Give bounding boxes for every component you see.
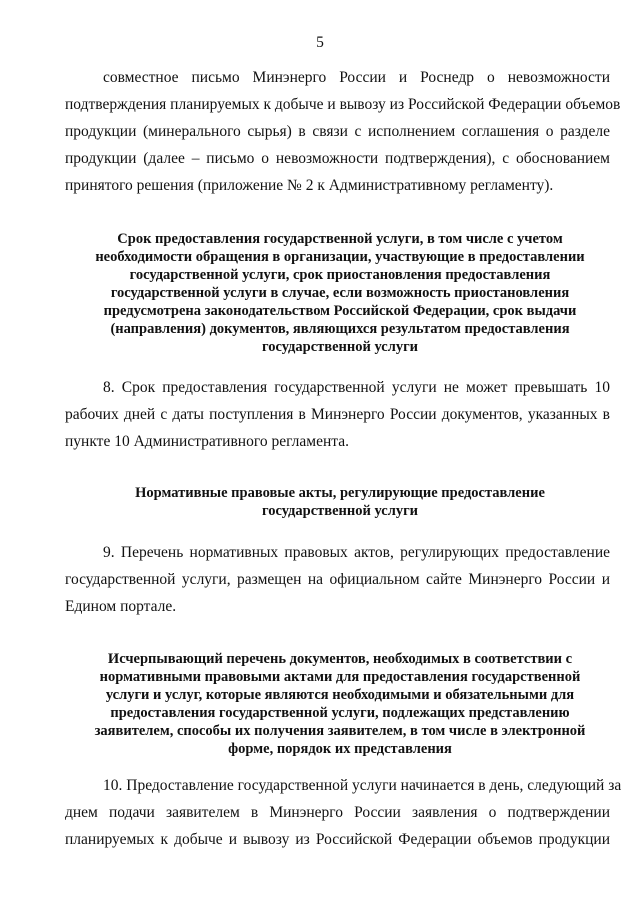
page-number: 5 (316, 34, 324, 51)
heading-term-line-2: необходимости обращения в организации, участвующие в предоставлении (95, 249, 585, 265)
para-8-line-1: 8. Срок предоставления государственной услуги не может превышать 10 (103, 379, 610, 396)
heading-term-line-4: государственной услуги в случае, если возможность приостановления (110, 285, 570, 301)
para-9-line-1: 9. Перечень нормативных правовых актов, регулирующих предоставление (103, 544, 610, 561)
heading-term-line-7: государственной услуги (261, 339, 419, 355)
heading-docs-line-1: Исчерпывающий перечень документов, необходимых в соответствии с (107, 651, 573, 667)
para-intro-line-4: продукции (далее – письмо о невозможности подтверждения), с обоснованием (65, 150, 610, 167)
heading-acts-line-2: государственной услуги (261, 503, 419, 519)
para-intro-line-2: подтверждения планируемых к добыче и вывозу из Российской Федерации объемов (65, 96, 621, 113)
para-8-line-2: рабочих дней с даты поступления в Минэнерго России документов, указанных в (65, 406, 610, 423)
para-intro-line-3: продукции (минерального сырья) в связи с исполнением соглашения о разделе (65, 123, 610, 140)
para-intro-line-5: принятого решения (приложение № 2 к Административному регламенту). (65, 177, 554, 194)
heading-docs-line-3: услуги и услуг, которые являются необходимыми и обязательными для (105, 687, 575, 703)
heading-docs-line-6: форме, порядок их представления (228, 741, 452, 757)
para-10-line-3: планируемых к добыче и вывозу из Российской Федерации объемов продукции (65, 831, 610, 848)
para-10-line-1: 10. Предоставление государственной услуги начинается в день, следующий за (103, 777, 622, 794)
heading-term-line-6: (направления) документов, являющихся результатом предоставления (110, 321, 570, 337)
heading-term-line-3: государственной услуги, срок приостановления предоставления (129, 267, 551, 283)
heading-docs-line-4: предоставления государственной услуги, подлежащих представлению (110, 705, 570, 721)
para-10-line-2: днем подачи заявителем в Минэнерго России заявления о подтверждении (65, 804, 610, 821)
para-9-line-2: государственной услуги, размещен на официальном сайте Минэнерго России и (65, 571, 610, 588)
heading-term-line-5: предусмотрена законодательством Российской Федерации, срок выдачи (103, 303, 577, 319)
para-intro-line-1: совместное письмо Минэнерго России и Роснедр о невозможности (103, 69, 610, 86)
heading-acts-line-1: Нормативные правовые акты, регулирующие предоставление (135, 485, 545, 501)
heading-term-line-1: Срок предоставления государственной услуги, в том числе с учетом (117, 231, 563, 247)
heading-docs-line-5: заявителем, способы их получения заявителем, в том числе в электронной (94, 723, 586, 739)
heading-docs-line-2: нормативными правовыми актами для предоставления государственной (99, 669, 581, 685)
para-8-line-3: пункте 10 Административного регламента. (65, 433, 349, 450)
para-9-line-3: Едином портале. (65, 598, 177, 615)
